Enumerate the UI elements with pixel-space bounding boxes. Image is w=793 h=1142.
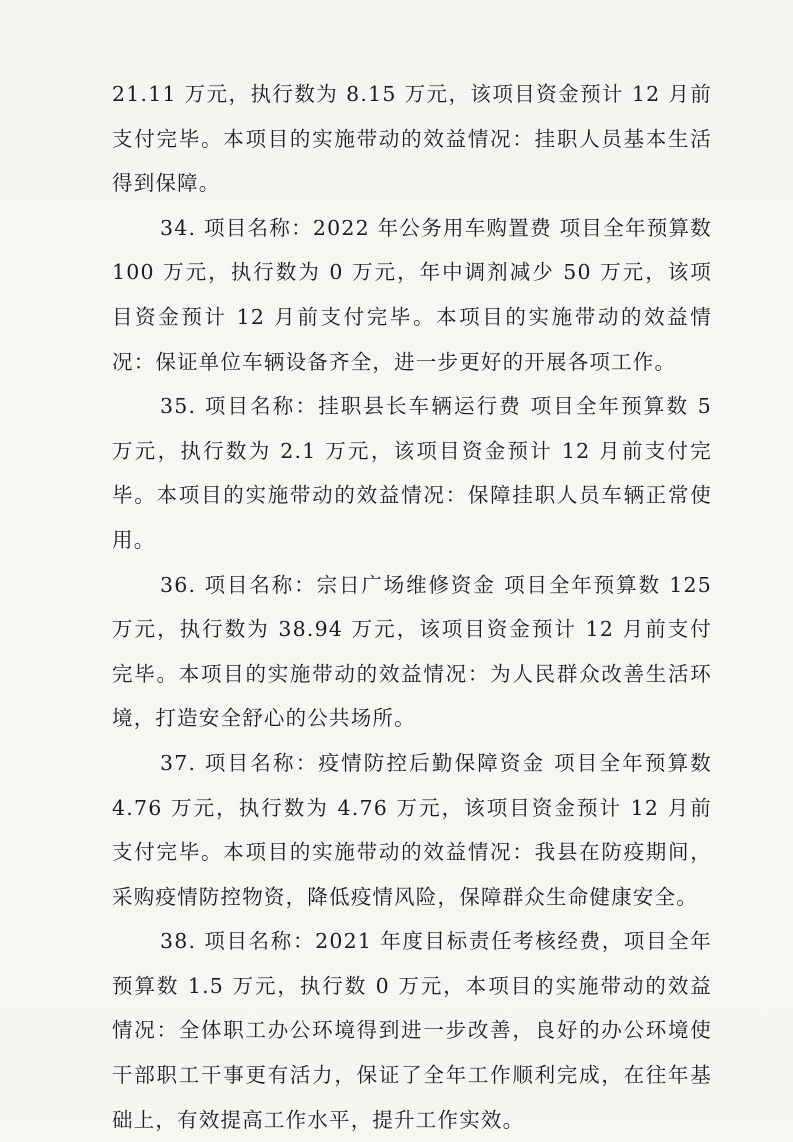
paragraph-item-38: 38. 项目名称：2021 年度目标责任考核经费，项目全年预算数 1.5 万元，执行数 0 万元，本项目的实施带动的效益情况：全体职工办公环境得到进一步改善，良好的办公环境使干部职工干事更有活力，保证了全年工作顺利完成，在往年基础上，有效提高工作水平，提升工作实效。 bbox=[112, 929, 712, 1132]
paragraph-item-37: 37. 项目名称：疫情防控后勤保障资金 项目全年预算数 4.76 万元，执行数为 4.76 万元，该项目资金预计 12 月前支付完毕。本项目的实施带动的效益情况：我县在防疫期间，采购疫情防控物资，降低疫情风险，保障群众生命健康安全。 bbox=[112, 750, 712, 909]
paragraph-item-35: 35. 项目名称：挂职县长车辆运行费 项目全年预算数 5 万元，执行数为 2.1 万元，该项目资金预计 12 月前支付完毕。本项目的实施带动的效益情况：保障挂职人员车辆正常使用。 bbox=[112, 394, 712, 552]
paragraph-item-36: 36. 项目名称：宗日广场维修资金 项目全年预算数 125 万元，执行数为 38.94 万元，该项目资金预计 12 月前支付完毕。本项目的实施带动的效益情况：为人民群众改善生活环境，打造安全舒心的公共场所。 bbox=[112, 572, 712, 731]
paragraph-continuation: 21.11 万元，执行数为 8.15 万元，该项目资金预计 12 月前支付完毕。本项目的实施带动的效益情况：挂职人员基本生活得到保障。 bbox=[112, 82, 712, 196]
paragraph-item-34: 34. 项目名称：2022 年公务用车购置费 项目全年预算数 100 万元，执行数为 0 万元，年中调剂减少 50 万元，该项目资金预计 12 月前支付完毕。本项目的实施带动的效益情况：保证单位车辆设备齐全，进一步更好的开展各项工作。 bbox=[112, 215, 712, 374]
document-body bbox=[112, 72, 712, 1142]
